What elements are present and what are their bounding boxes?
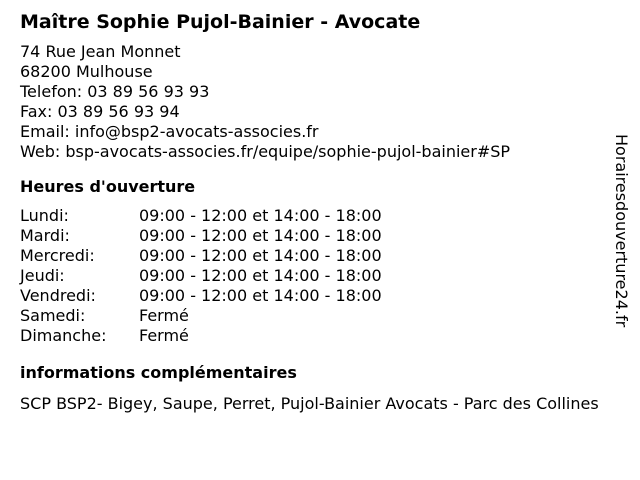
info-text: SCP BSP2- Bigey, Saupe, Perret, Pujol-Bainier Avocats - Parc des Collines <box>20 394 599 413</box>
hours-row <box>20 226 620 246</box>
hours-heading: Heures d'ouverture <box>20 177 196 196</box>
hours-time: 09:00 - 12:00 et 14:00 - 18:00 <box>139 206 382 225</box>
address-city: 68200 Mulhouse <box>20 62 153 81</box>
hours-time: Fermé <box>139 326 189 345</box>
hours-row <box>20 246 620 266</box>
info-heading: informations complémentaires <box>20 363 297 382</box>
address-street: 74 Rue Jean Monnet <box>20 42 181 61</box>
hours-time: 09:00 - 12:00 et 14:00 - 18:00 <box>139 246 382 265</box>
hours-row <box>20 326 620 346</box>
email-line: Email: info@bsp2-avocats-associes.fr <box>20 122 319 141</box>
business-card <box>20 8 620 414</box>
hours-day: Vendredi: <box>20 286 96 305</box>
hours-row <box>20 266 620 286</box>
hours-day: Mardi: <box>20 226 70 245</box>
hours-day: Jeudi: <box>20 266 65 285</box>
hours-time: 09:00 - 12:00 et 14:00 - 18:00 <box>139 266 382 285</box>
site-watermark: Horairesdouverture24.fr <box>612 134 631 328</box>
hours-time: Fermé <box>139 306 189 325</box>
hours-day: Samedi: <box>20 306 86 325</box>
phone-line: Telefon: 03 89 56 93 93 <box>20 82 210 101</box>
fax-line: Fax: 03 89 56 93 94 <box>20 102 180 121</box>
hours-day: Lundi: <box>20 206 69 225</box>
hours-time: 09:00 - 12:00 et 14:00 - 18:00 <box>139 286 382 305</box>
hours-table <box>20 206 620 346</box>
hours-row <box>20 206 620 226</box>
hours-row <box>20 306 620 326</box>
hours-row <box>20 286 620 306</box>
hours-day: Dimanche: <box>20 326 107 345</box>
web-line: Web: bsp-avocats-associes.fr/equipe/sophie-pujol-bainier#SP <box>20 142 511 161</box>
hours-time: 09:00 - 12:00 et 14:00 - 18:00 <box>139 226 382 245</box>
contact-block <box>20 42 620 162</box>
page-title: Maître Sophie Pujol-Bainier - Avocate <box>20 11 421 33</box>
hours-day: Mercredi: <box>20 246 95 265</box>
